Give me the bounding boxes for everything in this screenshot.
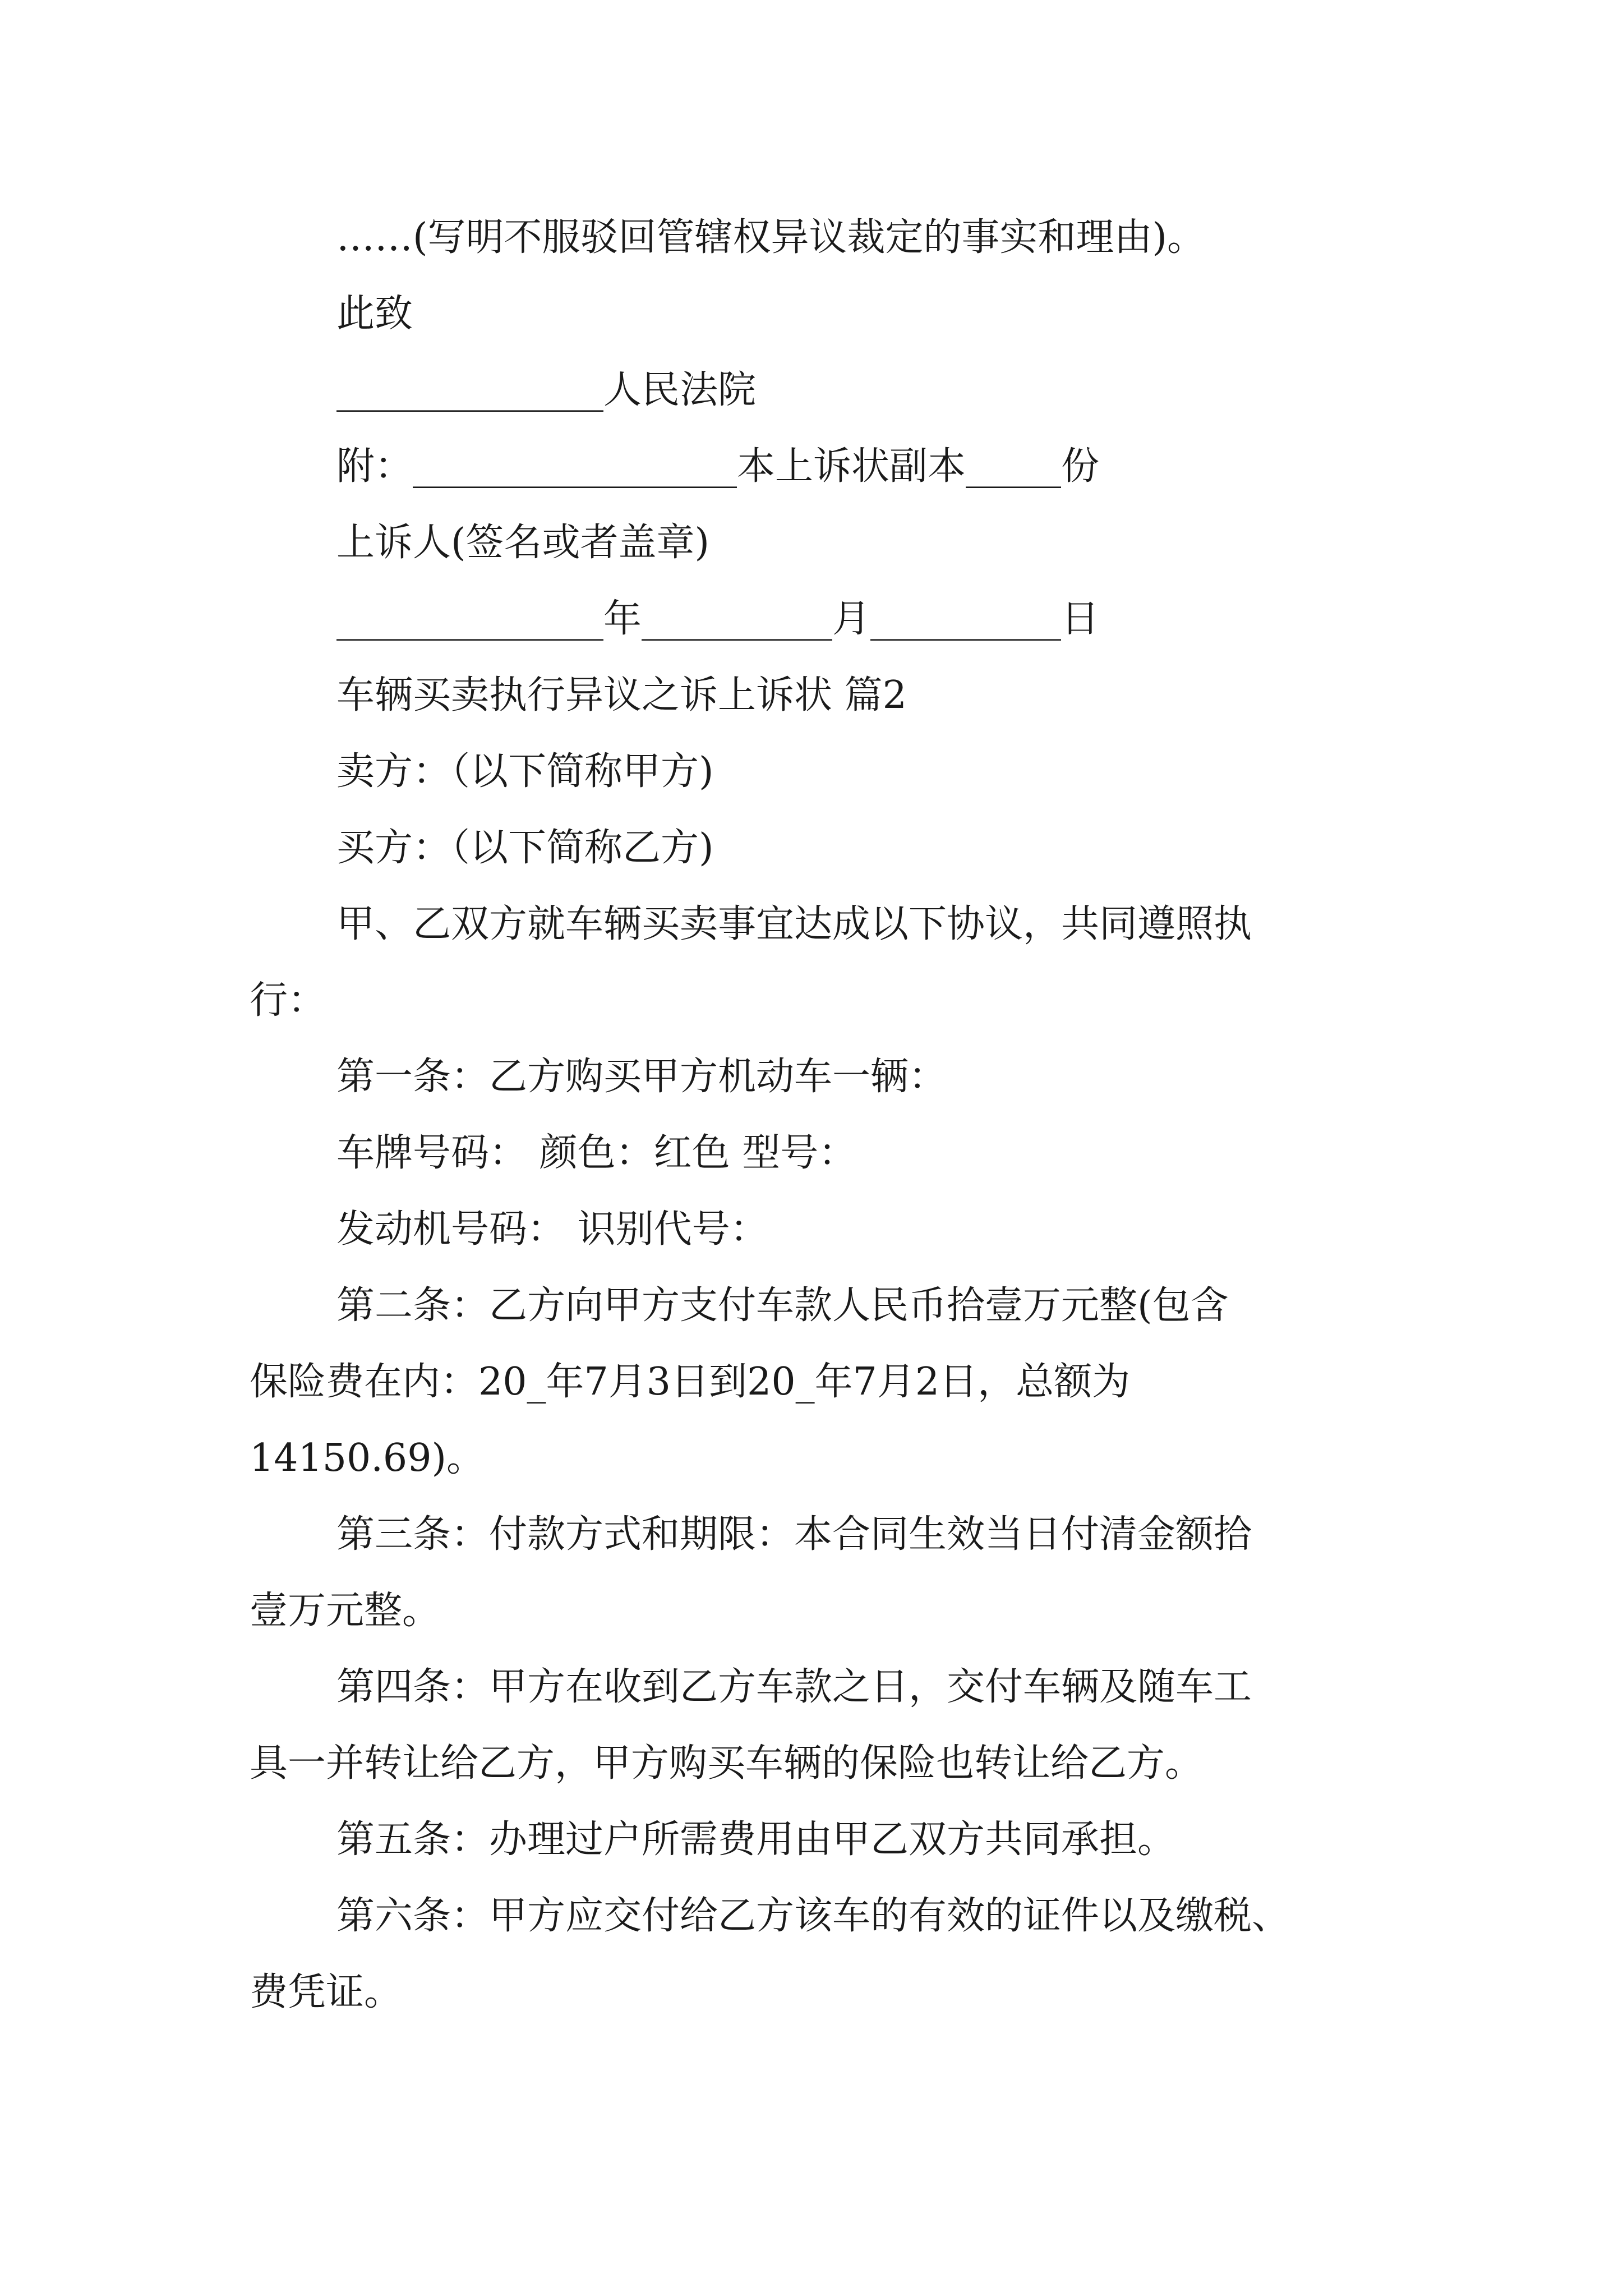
agreement-intro-line-2: 行： bbox=[250, 978, 326, 1023]
agreement-intro-line-1: 甲、乙双方就车辆买卖事宜达成以下协议，共同遵照执 bbox=[336, 902, 1252, 946]
article-4-line-2: 具一并转让给乙方，甲方购买车辆的保险也转让给乙方。 bbox=[250, 1741, 1204, 1786]
article-5-line: 第五条：办理过户所需费用由甲乙双方共同承担。 bbox=[336, 1818, 1176, 1862]
article-2-line-2: 保险费在内：20_年7月3日到20_年7月2日，总额为 bbox=[250, 1360, 1131, 1404]
article-3-line-2: 壹万元整。 bbox=[250, 1589, 441, 1633]
attachment-line: 附：_________________本上诉状副本_____份 bbox=[336, 444, 1100, 489]
article-6-line-1: 第六条：甲方应交付给乙方该车的有效的证件以及缴税、 bbox=[336, 1894, 1290, 1938]
appellant-signature-line: 上诉人(签名或者盖章) bbox=[336, 521, 710, 565]
appeal-reason-line: ……(写明不服驳回管辖权异议裁定的事实和理由)。 bbox=[336, 215, 1206, 260]
article-1-line: 第一条：乙方购买甲方机动车一辆： bbox=[336, 1055, 947, 1099]
article-2-line-3: 14150.69)。 bbox=[250, 1436, 485, 1480]
court-name-line: ______________人民法院 bbox=[336, 368, 757, 412]
seller-line: 卖方：（以下简称甲方) bbox=[336, 749, 714, 794]
buyer-line: 买方：（以下简称乙方) bbox=[336, 826, 714, 870]
date-line: ______________年__________月__________日 bbox=[336, 597, 1100, 641]
article-3-line-1: 第三条：付款方式和期限：本合同生效当日付清金额拾 bbox=[336, 1512, 1252, 1557]
plate-color-model-line: 车牌号码： 颜色：红色 型号： bbox=[336, 1131, 857, 1175]
section-title: 车辆买卖执行异议之诉上诉状 篇2 bbox=[336, 673, 907, 717]
article-2-line-1: 第二条：乙方向甲方支付车款人民币拾壹万元整(包含 bbox=[336, 1283, 1229, 1328]
engine-vin-line: 发动机号码： 识别代号： bbox=[336, 1207, 768, 1251]
article-6-line-2: 费凭证。 bbox=[250, 1970, 403, 2014]
salutation-line: 此致 bbox=[336, 292, 413, 336]
article-4-line-1: 第四条：甲方在收到乙方车款之日，交付车辆及随车工 bbox=[336, 1665, 1252, 1709]
